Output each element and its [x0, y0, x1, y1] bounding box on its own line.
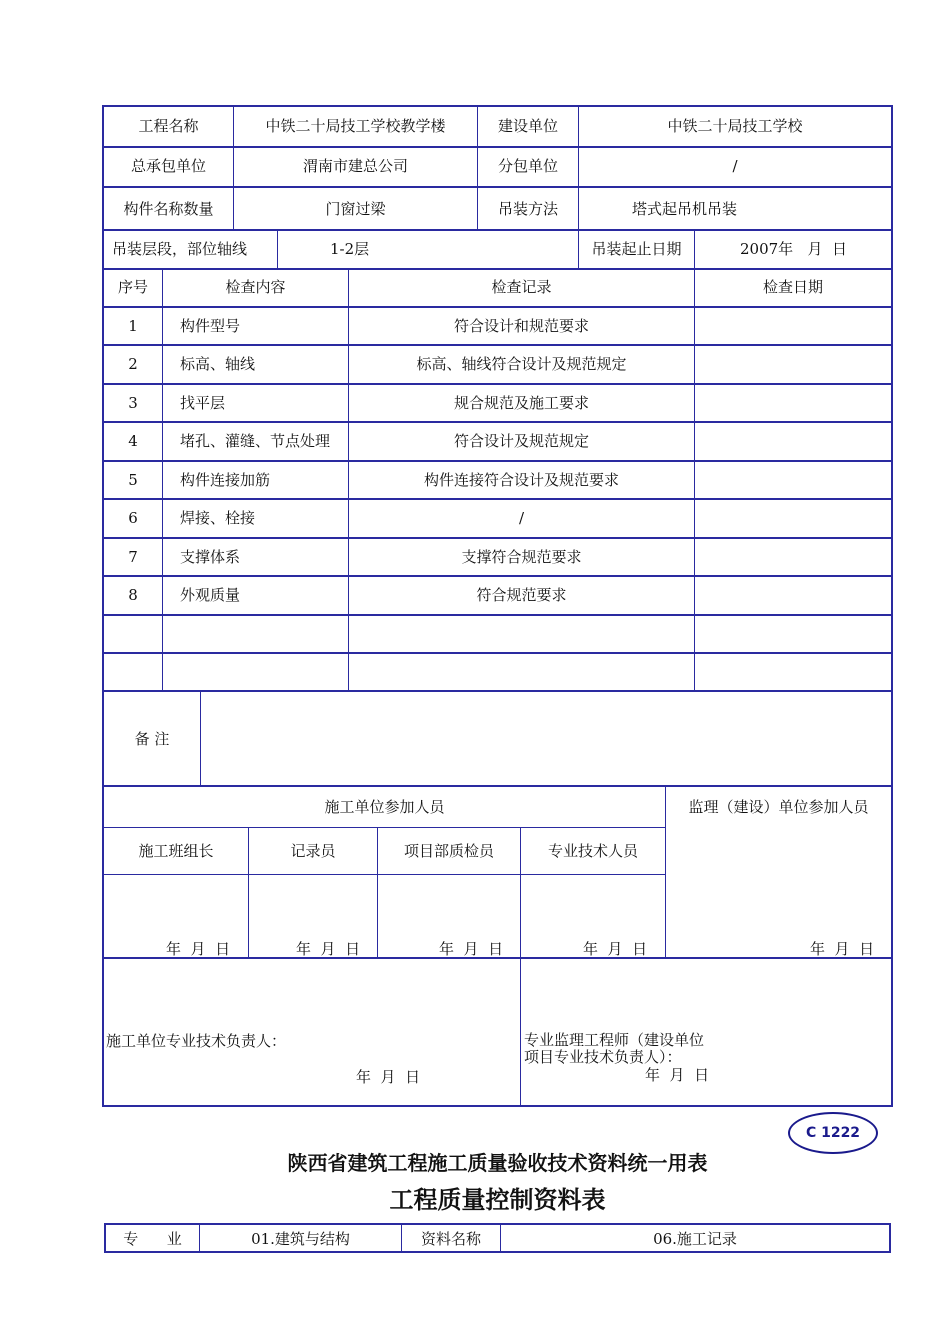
row-item: 构件连接加筋	[180, 471, 271, 489]
subcontractor: /	[732, 157, 738, 175]
supervision-participants-title: 监理（建设）单位参加人员	[688, 798, 869, 816]
row-record: 构件连接符合设计及规范要求	[423, 471, 619, 489]
construction-tech-lead-label: 施工单位专业技术负责人：	[106, 1032, 287, 1050]
row-record: 符合规范要求	[476, 586, 567, 604]
date-quality-inspector: 年 月 日	[439, 940, 504, 958]
row-record: /	[518, 509, 525, 527]
contractor: 渭南市建总公司	[302, 157, 408, 175]
date-recorder: 年 月 日	[296, 940, 361, 958]
row-record: 符合设计及规范规定	[453, 432, 589, 450]
supervisor-label-line1: 专业监理工程师（建设单位	[524, 1031, 705, 1049]
project-name-label: 工程名称	[138, 117, 199, 135]
date-range-label: 吊装起止日期	[591, 240, 682, 258]
row-record: 符合设计和规范要求	[453, 317, 589, 335]
row-no: 5	[128, 471, 138, 489]
col-header-date: 检查日期	[762, 278, 823, 296]
builder-label: 建设单位	[497, 117, 558, 135]
subcontractor-label: 分包单位	[497, 157, 558, 175]
builder: 中铁二十局技工学校	[667, 117, 803, 135]
row-item: 构件型号	[180, 317, 241, 335]
col-header-no: 序号	[117, 278, 148, 296]
row-no: 7	[128, 548, 138, 566]
row-no: 8	[128, 586, 138, 604]
row-no: 3	[128, 394, 138, 412]
row-record: 规合规范及施工要求	[453, 394, 589, 412]
supervisor-date: 年 月 日	[645, 1066, 710, 1084]
section-label: 吊装层段，部位轴线	[112, 240, 248, 258]
row-item: 标高、轴线	[180, 355, 256, 373]
row-item: 找平层	[180, 394, 226, 412]
form-title: 陕西省建筑工程施工质量验收技术资料统一用表	[287, 1151, 708, 1175]
contractor-label: 总承包单位	[130, 157, 206, 175]
doc-name-value: 06.施工记录	[653, 1230, 737, 1248]
row-item: 外观质量	[180, 586, 241, 604]
role-technician: 专业技术人员	[547, 842, 638, 860]
row-record: 标高、轴线符合设计及规范规定	[416, 355, 627, 373]
row-item: 焊接、栓接	[180, 509, 256, 527]
role-recorder: 记录员	[290, 842, 336, 860]
row-no: 4	[128, 432, 138, 450]
doc-name-label: 资料名称	[420, 1230, 481, 1248]
remarks-label: 备 注	[134, 730, 170, 748]
hoist-method-label: 吊装方法	[497, 200, 558, 218]
form-subtitle: 工程质量控制资料表	[389, 1185, 606, 1214]
date-supervision: 年 月 日	[810, 940, 875, 958]
role-quality-inspector: 项目部质检员	[403, 842, 494, 860]
section: 1-2层	[330, 240, 370, 258]
project-name: 中铁二十局技工学校教学楼	[265, 117, 446, 135]
supervisor-label-line2: 项目专业技术负责人）：	[524, 1048, 682, 1066]
row-record: 支撑符合规范要求	[461, 548, 582, 566]
construction-tech-lead-date: 年 月 日	[356, 1068, 421, 1086]
role-team-leader: 施工班组长	[138, 842, 214, 860]
form-code-badge: C 1222	[788, 1112, 878, 1154]
major-label: 专 业	[123, 1230, 182, 1248]
date-range: 2007年 月 日	[740, 240, 848, 258]
component: 门窗过梁	[325, 200, 386, 218]
component-label: 构件名称数量	[123, 200, 214, 218]
major-value: 01.建筑与结构	[251, 1230, 350, 1248]
row-no: 1	[128, 317, 138, 335]
construction-participants-title: 施工单位参加人员	[324, 798, 445, 816]
row-item: 支撑体系	[180, 548, 241, 566]
date-team-leader: 年 月 日	[166, 940, 231, 958]
col-header-record: 检查记录	[491, 278, 552, 296]
row-item: 堵孔、灌缝、节点处理	[180, 432, 331, 450]
row-no: 6	[128, 509, 138, 527]
row-no: 2	[128, 355, 138, 373]
hoist-method: 塔式起吊机吊装	[632, 200, 738, 218]
col-header-item: 检查内容	[225, 278, 286, 296]
date-technician: 年 月 日	[583, 940, 648, 958]
